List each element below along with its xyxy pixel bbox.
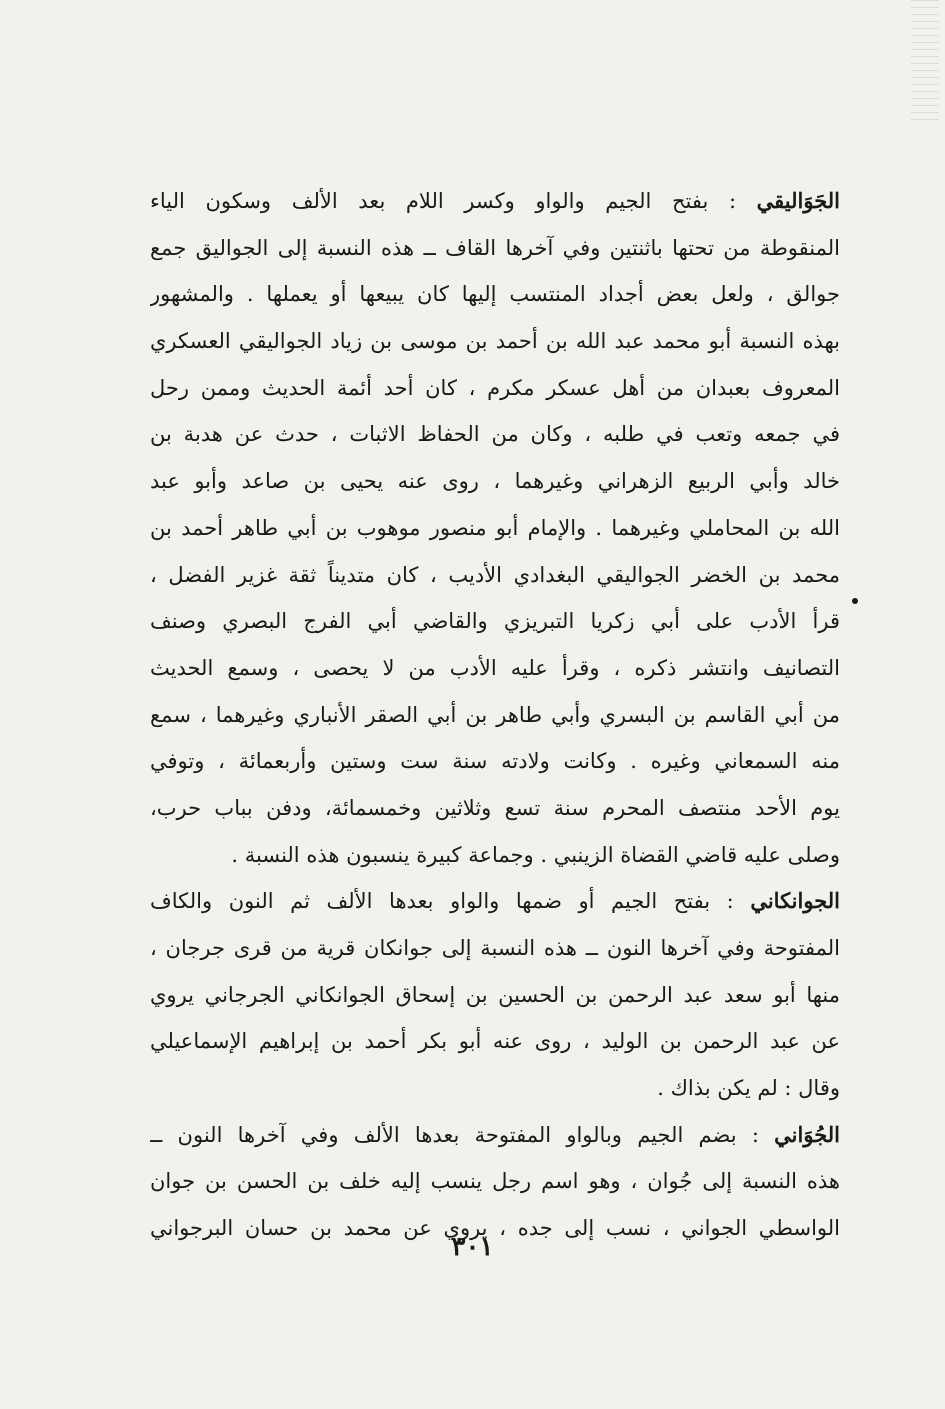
- entry-jawaliqi-line-10: قرأ الأدب على أبي زكريا التبريزي والقاضي أبي الفرج البصري وصنف: [150, 609, 840, 634]
- entry-jawaliqi-line-5: المعروف بعبدان من أهل عسكر مكرم ، كان أحد أئمة الحديث وممن رحل: [150, 375, 840, 400]
- entry-jawankani-line-1: الجوانكاني : بفتح الجيم أو ضمها والواو بعدها الألف ثم النون والكاف: [150, 888, 840, 914]
- entry-jawankani-line-5: وقال : لم يكن بذاك .: [657, 1076, 840, 1101]
- entry-jawaliqi-line-8: الله بن المحاملي وغيرهما . والإمام أبو منصور موهوب بن أبي طاهر أحمد بن: [150, 515, 840, 540]
- entry-headword: الجُوَاني: [774, 1121, 840, 1147]
- entry-headword: الجَوَاليقي: [756, 188, 840, 213]
- entry-jawankani-line-3: منها أبو سعد عبد الرحمن بن الحسين بن إسحاق الجوانكاني الجرجاني يروي: [150, 982, 840, 1007]
- entry-jawaliqi-line-3: جوالق ، ولعل بعض أجداد المنتسب إليها كان يبيعها أو يعملها . والمشهور: [150, 282, 840, 307]
- page-edge-texture: [911, 0, 939, 120]
- entry-juwani-line-3: الواسطي الجواني ، نسب إلى جده ، يروي عن محمد بن حسان البرجواني: [150, 1216, 840, 1241]
- entry-jawaliqi-line-14: يوم الأحد منتصف المحرم سنة تسع وثلاثين وخمسمائة، ودفن بباب حرب،: [150, 795, 840, 820]
- entry-jawaliqi-line-1: الجَوَاليقي : بفتح الجيم والواو وكسر اللام بعد الألف وسكون الياء: [150, 188, 840, 213]
- entry-jawankani-line-4: عن عبد الرحمن بن الوليد ، روى عنه أبو بكر أحمد بن إبراهيم الإسماعيلي: [150, 1029, 840, 1054]
- entry-jawaliqi-line-13: منه السمعاني وغيره . وكانت ولادته سنة ست وستين وأربعمائة ، وتوفي: [150, 749, 840, 774]
- entry-jawaliqi-line-9: محمد بن الخضر الجواليقي البغدادي الأديب ، كان متديناً ثقة غزير الفضل ،: [150, 562, 840, 587]
- entry-jawaliqi-line-2: المنقوطة من تحتها باثنتين وفي آخرها القاف ــ هذه النسبة إلى الجواليق جمع: [150, 235, 840, 260]
- entry-jawaliqi-line-11: التصانيف وانتشر ذكره ، وقرأ عليه الأدب من لا يحصى ، وسمع الحديث: [150, 655, 840, 680]
- entry-juwani-line-1: الجُوَاني : بضم الجيم وبالواو المفتوحة بعدها الألف وفي آخرها النون ــ: [150, 1121, 840, 1147]
- entry-juwani-line-2: هذه النسبة إلى جُوان ، وهو اسم رجل ينسب إليه خلف بن الحسن بن جوان: [150, 1169, 840, 1194]
- entry-jawaliqi-line-6: في جمعه وتعب في طلبه ، وكان من الحفاظ الاثبات ، حدث عن هدبة بن: [150, 422, 840, 447]
- entry-jawaliqi-line-7: خالد وأبي الربيع الزهراني وغيرهما ، روى عنه يحيى بن صاعد وأبو عبد: [150, 469, 840, 494]
- entry-headword: الجوانكاني: [750, 888, 840, 914]
- entry-jawankani-line-2: المفتوحة وفي آخرها النون ــ هذه النسبة إلى جوانكان قرية من قرى جرجان ،: [150, 936, 840, 960]
- entry-jawaliqi-line-4: بهذه النسبة أبو محمد عبد الله بن أحمد بن موسى بن زياد الجواليقي العسكري: [150, 329, 840, 354]
- entry-jawaliqi-line-12: من أبي القاسم بن البسري وأبي طاهر بن أبي الصقر الأنباري وغيرهما ، سمع: [150, 702, 840, 727]
- margin-mark: [852, 598, 858, 604]
- page-number: ٣٠١: [451, 1232, 494, 1262]
- entry-jawaliqi-line-15: وصلى عليه قاضي القضاة الزينبي . وجماعة كبيرة ينسبون هذه النسبة .: [231, 842, 840, 867]
- page-body: [150, 178, 840, 1252]
